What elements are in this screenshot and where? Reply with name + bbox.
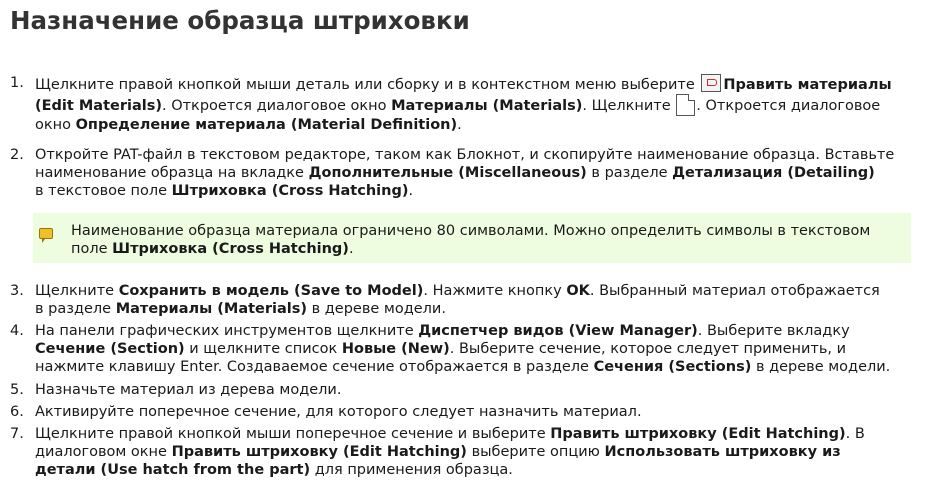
field-cross-hatching: Штриховка (Cross Hatching) — [171, 183, 409, 199]
tab-section: Сечение (Section) — [35, 341, 185, 357]
field-cross-hatching: Штриховка (Cross Hatching) — [112, 241, 349, 257]
step-number: 7. — [10, 426, 24, 442]
command-save-to-model: Сохранить в модель (Save to Model) — [118, 283, 424, 299]
list-new: Новые (New) — [341, 341, 450, 357]
page-title: Назначение образца штриховки — [10, 6, 470, 35]
step-text: Откройте PAT-файл в текстовом редакторе, таком как Блокнот, и скопируйте наименование образца. Вставьте наименование образца на вкладке Дополнительные (Miscellaneous) в разделе Детализация (Detailing) в текстовое поле Штриховка (Cross Hatching). — [35, 147, 895, 199]
note-icon — [39, 228, 53, 239]
step-number: 6. — [10, 404, 24, 420]
step-number: 4. — [10, 323, 24, 339]
step-text: Щелкните правой кнопкой мыши поперечное сечение и выберите Править штриховку (Edit Hatching). В диалоговом окне Править штриховку (Edit Hatching) выберите опцию Использовать штриховку из детали (Use hatch from the part) для применения образца. — [35, 426, 865, 478]
new-document-icon — [676, 94, 695, 116]
command-edit-hatching: Править штриховку (Edit Hatching) — [550, 426, 846, 442]
dialog-material-definition: Определение материала (Material Definition) — [75, 117, 458, 133]
node-materials: Материалы (Materials) — [115, 301, 307, 317]
step-text: Щелкните правой кнопкой мыши деталь или сборку и в контекстном меню выберите Править материалы (Edit Materials). Откроется диалоговое окно Материалы (Materials). Щелкните . Откроется диалоговое окно Определение материала (Material Definition). — [35, 74, 915, 134]
step-number: 2. — [10, 147, 24, 163]
section-sections: Сечения (Sections) — [593, 359, 752, 375]
button-ok-ref: OK — [566, 283, 590, 299]
step-text: На панели графических инструментов щелкните Диспетчер видов (View Manager). Выберите вкладку Сечение (Section) и щелкните список Новые (New). Выберите сечение, которое следует применить, и нажмите клавишу Enter. Создаваемое сечение отображается в разделе Сечения (Sections) в дереве модели. — [35, 323, 891, 375]
note-text: Наименование образца материала ограничено 80 символами. Можно определить символы в текстовом поле Штриховка (Cross Hatching). — [71, 223, 871, 257]
edit-materials-icon — [701, 74, 721, 92]
step-number: 3. — [10, 283, 24, 299]
tab-miscellaneous: Дополнительные (Miscellaneous) — [308, 165, 587, 181]
option-use-hatch-en: детали (Use hatch from the part) — [35, 462, 311, 478]
note-box — [33, 213, 911, 263]
step-number: 5. — [10, 382, 24, 398]
menu-edit-materials: Править материалы — [723, 77, 892, 93]
step-text: Назначьте материал из дерева модели. — [35, 382, 342, 398]
section-detailing: Детализация (Detailing) — [672, 165, 875, 181]
step-text: Щелкните Сохранить в модель (Save to Model). Нажмите кнопку OK. Выбранный материал отображается в разделе Материалы (Materials) в дереве модели. — [35, 283, 880, 317]
command-view-manager: Диспетчер видов (View Manager) — [418, 323, 698, 339]
option-use-hatch: Использовать штриховку из — [604, 444, 841, 460]
step-number: 1. — [10, 75, 24, 91]
dialog-materials: Материалы (Materials) — [391, 98, 583, 114]
step-text: Активируйте поперечное сечение, для которого следует назначить материал. — [35, 404, 642, 420]
menu-edit-materials-en: (Edit Materials) — [35, 98, 162, 114]
dialog-edit-hatching: Править штриховку (Edit Hatching) — [171, 444, 467, 460]
